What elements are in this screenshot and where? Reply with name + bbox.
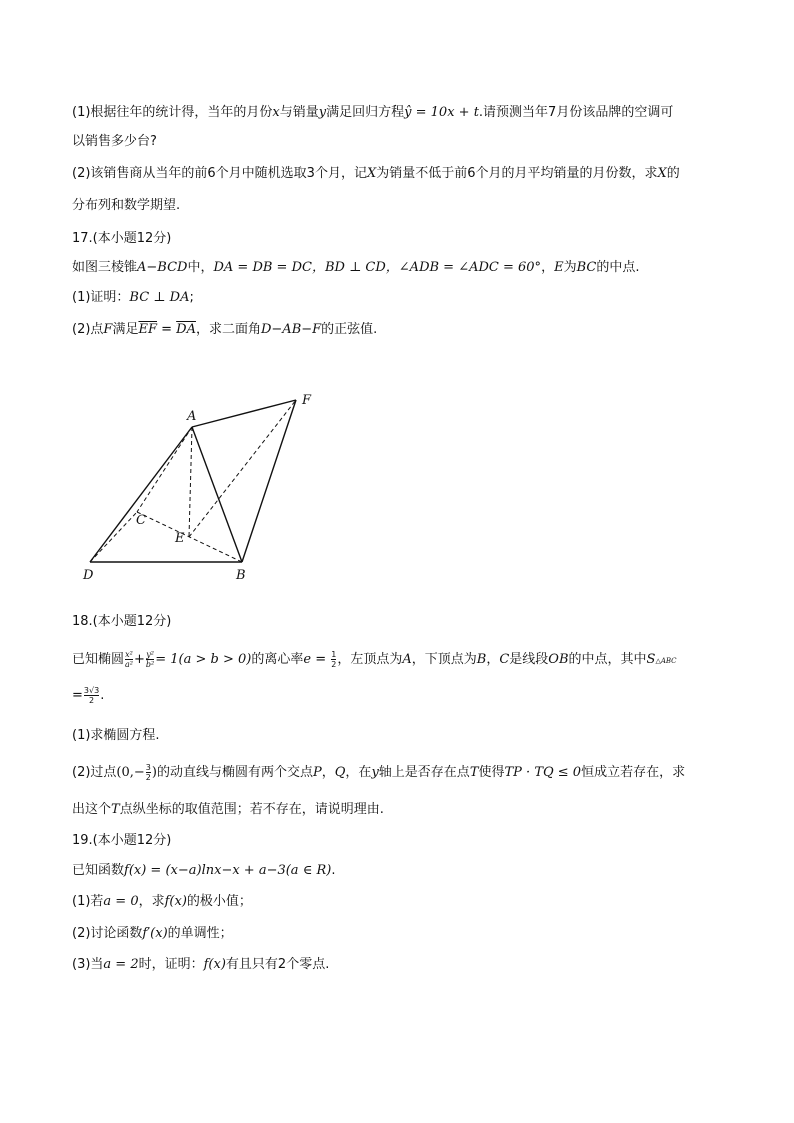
area-fraction: $\frac{3√3}{2}$: [83, 686, 100, 705]
q17-part2: (2)点F满足$\overline{EF} = \overline{DA}$，求二面角D−AB−F的正弦值.: [72, 322, 378, 337]
q19-stem: 已知函数f(x) = (x−a)lnx−x + a−3(a ∈ R).: [72, 863, 336, 878]
eccentricity-fraction: $\frac{1}{2}$: [331, 650, 337, 669]
edge-EF: [189, 400, 296, 537]
edge-AB: [192, 427, 242, 562]
label-D: D: [83, 568, 94, 583]
q19-part1: (1)若a = 0，求f(x)的极小值；: [72, 894, 252, 909]
q18-part2-line2: 出这个T点纵坐标的取值范围；若不存在，请说明理由.: [72, 802, 384, 817]
q17-stem: 如图三棱锥A−BCD中，DA = DB = DC，BD ⊥ CD，∠ADB = ∠ADC = 60°，E为BC的中点.: [72, 260, 640, 275]
q18-part1: (1)求椭圆方程.: [72, 728, 160, 743]
q18-part2-line1: (2)过点(0,− $\frac{3}{2}$ )的动直线与椭圆有两个交点P，Q，在y轴上是否存在点T使得TP · TQ ≤ 0恒成立若存在，求: [72, 763, 686, 782]
q18-header: 18.(本小题12分): [72, 614, 172, 629]
label-B: B: [236, 568, 246, 583]
edge-FB: [242, 400, 296, 562]
label-A: A: [187, 409, 197, 424]
label-E: E: [175, 531, 185, 546]
q16-part1-line2: 以销售多少台?: [72, 134, 157, 149]
vector-ef: $\overline{EF}$: [138, 322, 157, 337]
q16-part2-line2: 分布列和数学期望.: [72, 198, 181, 213]
dot-product-condition: TP · TQ ≤ 0: [504, 765, 582, 780]
tetrahedron-figure: [70, 385, 330, 585]
q17-header: 17.(本小题12分): [72, 231, 172, 246]
ellipse-x-fraction: $\frac{\text{x²}}{\text{a²}}$: [125, 650, 133, 669]
q19-part3: (3)当a = 2时，证明：f(x)有且只有2个零点.: [72, 957, 330, 972]
q19-part2: (2)讨论函数f′(x)的单调性；: [72, 926, 233, 941]
label-F: F: [302, 393, 312, 408]
label-C: C: [136, 513, 146, 528]
q16-part1-line1: (1)根据往年的统计得，当年的月份x与销量y满足回归方程ŷ = 10x + t.请预测当年7月份该品牌的空调可: [72, 105, 674, 120]
q16-part2-line1: (2)该销售商从当年的前6个月中随机选取3个月，记X为销量不低于前6个月的月平均销量的月份数，求X的: [72, 166, 680, 181]
edge-AC: [137, 427, 192, 512]
edge-AF: [192, 400, 296, 427]
edge-AE: [189, 427, 192, 537]
vector-da: $\overline{DA}$: [176, 322, 196, 337]
edge-DC: [90, 512, 137, 562]
q18-stem: 已知椭圆 $\frac{\text{x²}}{\text{a²}}$ + $\frac{\text{y²}}{\text{b²}}$ = 1(a > b > 0)的离心率e = $\frac{1}{2}$ ，左顶点为A，下顶点为B，C是线段OB的中点，其中S△ABC: [72, 650, 677, 669]
q17-part1: (1)证明：BC ⊥ DA;: [72, 290, 194, 305]
q18-area-line: = $\frac{3√3}{2}$ .: [72, 686, 105, 705]
ellipse-y-fraction: $\frac{\text{y²}}{\text{b²}}$: [145, 650, 155, 669]
q19-header: 19.(本小题12分): [72, 833, 172, 848]
regression-equation: ŷ = 10x + t: [404, 105, 479, 120]
point-fraction: $\frac{3}{2}$: [145, 763, 151, 782]
